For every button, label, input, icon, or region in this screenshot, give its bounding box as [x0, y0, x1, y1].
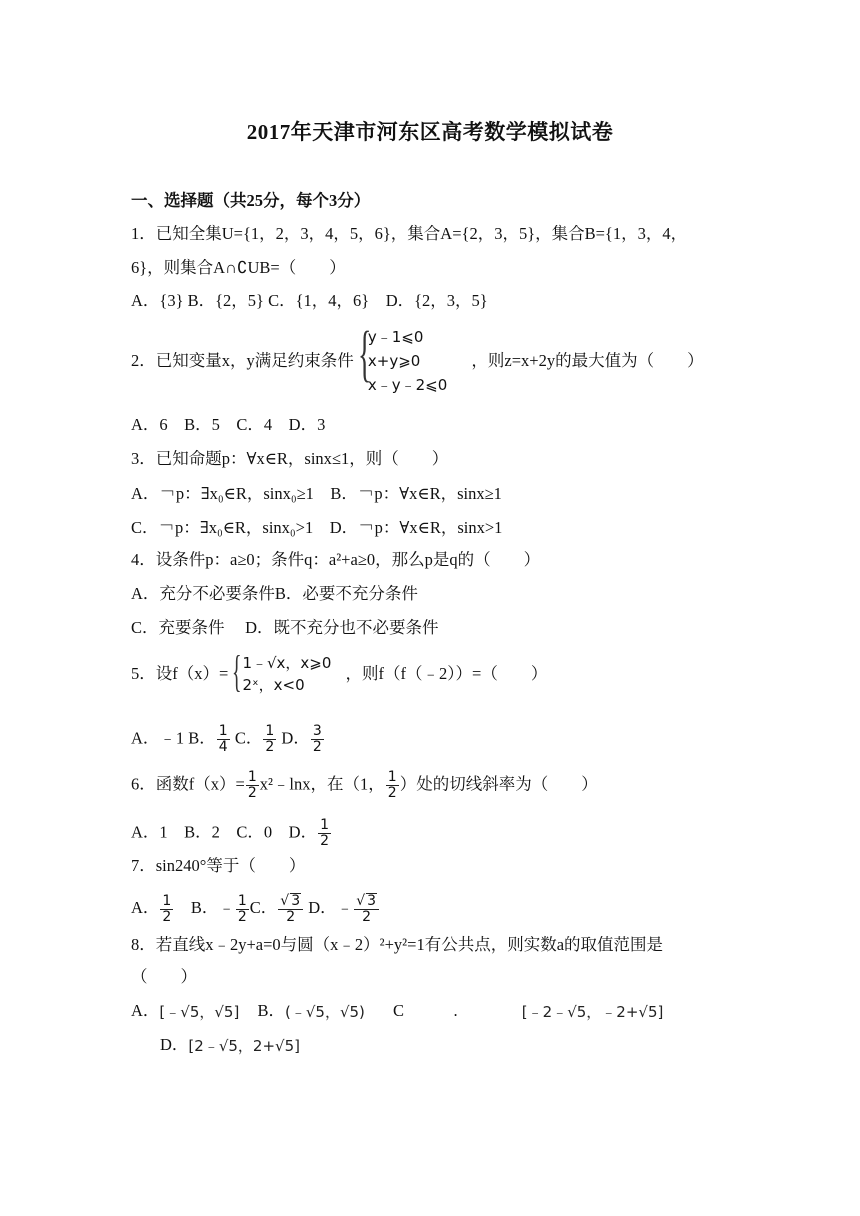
q8-option-d: D．[2﹣√5，2+√5]: [160, 1035, 300, 1056]
q2-options: A．6 B．5 C．4 D．3: [131, 415, 326, 434]
q2-constraint-2: x+y⩾0: [367, 352, 421, 370]
q1-line1: 1．已知全集U={1，2，3，4，5，6}，集合A={2，3，5}，集合B={1，3，4，: [131, 224, 688, 243]
q8-interval-a: [﹣√5，√5]: [159, 1003, 240, 1022]
q5-piecewise: [232, 647, 332, 696]
q5-option-c: C．: [234, 728, 263, 748]
q8-line1: 8．若直线x﹣2y+a=0与圆（x﹣2）²+y²=1有公共点，则实数a的取值范围是: [131, 935, 664, 954]
q5-case-1: 1﹣√x，x⩾0: [242, 654, 332, 672]
q8-line2: （ ）: [131, 967, 197, 986]
q7-stem: 7．sin240°等于（ ）: [131, 856, 306, 875]
q4-stem: 4．设条件p：a≥0；条件q：a²+a≥0，那么p是q的（ ）: [131, 550, 541, 569]
q3-stem: 3．已知命题p：∀x∈R，sinx≤1，则（ ）: [131, 449, 449, 468]
q5-frac-c: $\frac{1}{2}$: [265, 723, 275, 755]
q4-options-ab: A．充分不必要条件B．必要不充分条件: [131, 584, 418, 603]
q7-frac-a: $\frac{1}{2}$: [162, 892, 172, 925]
q3-options-cd: C．￢p：∃x₀∈R，sinx₀>1 D．￢p：∀x∈R，sinx>1: [131, 518, 503, 537]
q2-constraint-system: [357, 320, 448, 397]
q5-option-d: D．: [281, 728, 310, 748]
q6-stem: 6．函数f（x）= $\frac{1}{2}$ x²﹣lnx，在（1， $\frac{1}{2}$ ）处的切线斜率为（ ）: [131, 769, 598, 801]
q4-options-cd: C．充要条件 D．既不充分也不必要条件: [131, 618, 439, 637]
q8-interval-c: [﹣2﹣√5，﹣2+√5]: [521, 1003, 664, 1022]
q2-suffix: ，则z=x+2y的最大值为（ ）: [471, 351, 704, 370]
q8-interval-d: [2﹣√5，2+√5]: [188, 1037, 300, 1056]
q2-prefix: 2．已知变量x，y满足约束条件: [131, 351, 354, 370]
q8-interval-b: (﹣√5，√5): [284, 1003, 365, 1022]
q2-constraint-1: y﹣1⩽0: [367, 328, 424, 346]
brace-icon: {: [232, 647, 242, 696]
q5-options: [131, 724, 325, 755]
brace-icon: {: [357, 320, 372, 388]
q1-line2: 6}，则集合A∩∁UB=（ ）: [131, 258, 346, 277]
q3-options-ab: A．￢p：∃x₀∈R，sinx₀≥1 B．￢p：∀x∈R，sinx≥1: [131, 484, 502, 503]
q5-stem: [131, 647, 548, 696]
q6-frac-d: $\frac{1}{2}$: [320, 817, 330, 849]
q5-prefix: 5．设f（x）=: [131, 664, 229, 683]
q5-frac-b: $\frac{1}{4}$: [218, 723, 228, 755]
q8-options-abc: A．[﹣√5，√5] B．(﹣√5，√5) C . [﹣2﹣√5，﹣2+√5]: [131, 1001, 664, 1022]
q7-frac-c: $\frac{√ 3}{2}$: [278, 893, 303, 925]
q7-options: A． $\frac{1}{2}$ B．﹣ $\frac{1}{2}$ C． $\frac{√ 3}{2}$ D．﹣ $\frac{√ 3}{2}$: [131, 893, 380, 925]
q1-options: A．{3} B．{2，5} C．{1，4，6} D．{2，3，5}: [131, 291, 488, 310]
q6-frac-point: $\frac{1}{2}$: [387, 769, 397, 801]
q7-frac-b: $\frac{1}{2}$: [237, 892, 247, 925]
q5-frac-d: $\frac{3}{2}$: [312, 723, 322, 755]
section-heading: 一、选择题（共25分，每个3分）: [131, 191, 371, 210]
q2-constraint-3: x﹣y﹣2⩽0: [367, 376, 448, 394]
q6-frac-coef: $\frac{1}{2}$: [247, 769, 257, 801]
q7-frac-d: $\frac{√ 3}{2}$: [354, 893, 379, 925]
q5-option-a: A．﹣1 B．: [131, 728, 216, 748]
q6-options: A．1 B．2 C．0 D． $\frac{1}{2}$: [131, 817, 330, 849]
q5-case-2: 2ˣ，x<0: [242, 676, 305, 694]
q5-suffix: ，则f（f（﹣2））=（ ）: [345, 664, 548, 683]
q2-stem: [131, 320, 704, 397]
page-title: 2017年天津市河东区高考数学模拟试卷: [246, 120, 614, 144]
